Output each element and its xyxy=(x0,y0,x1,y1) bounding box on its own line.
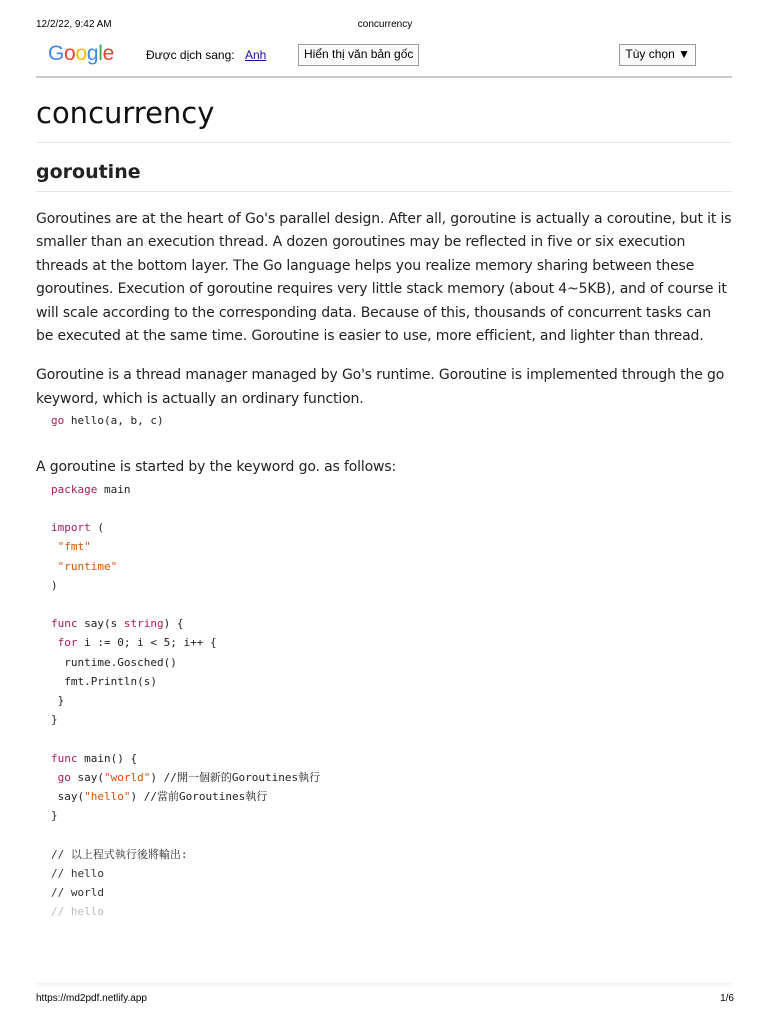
code-comment-cutoff: // hello xyxy=(51,905,104,919)
code-text: runtime.Gosched() xyxy=(64,655,177,669)
code-string: "hello" xyxy=(84,790,131,804)
code-text: ) xyxy=(51,578,58,592)
section-heading-goroutine: goroutine xyxy=(36,161,732,192)
code-text: say( xyxy=(57,790,85,804)
print-datetime: 12/2/22, 9:42 AM xyxy=(36,19,112,30)
show-original-button[interactable]: Hiển thị văn bản gốc xyxy=(298,44,419,66)
translated-to-label: Được dịch sang: xyxy=(146,48,235,62)
page-cut-shadow xyxy=(36,983,732,989)
code-text: ) { xyxy=(163,617,184,631)
code-keyword: func xyxy=(51,751,78,765)
code-text: ) //開一個新的Goroutines執行 xyxy=(150,770,321,784)
code-keyword: string xyxy=(123,617,164,631)
target-language-link[interactable]: Anh xyxy=(245,48,267,62)
code-string: "runtime" xyxy=(57,559,118,573)
code-string: "world" xyxy=(104,770,151,784)
code-text: hello(a, b, c) xyxy=(64,414,164,428)
code-string: "fmt" xyxy=(57,540,91,554)
print-footer xyxy=(36,993,734,1004)
code-text: ( xyxy=(90,521,104,535)
code-text: } xyxy=(57,694,65,708)
code-block-example xyxy=(36,480,732,922)
code-text: fmt.Println(s) xyxy=(64,674,157,688)
code-text: } xyxy=(51,713,58,727)
code-text: } xyxy=(51,809,58,823)
code-text: i := 0; i < 5; i++ { xyxy=(77,636,217,650)
paragraph-runtime: Goroutine is a thread manager managed by Go's runtime. Goroutine is implemented through the go keyword, which is actually an ordinary function. xyxy=(36,367,725,407)
code-keyword: import xyxy=(51,521,91,535)
paragraph-intro: Goroutines are at the heart of Go's parallel design. After all, goroutine is actually a coroutine, but it is smaller than an execution thread. A dozen goroutines may be reflected in five or six execution threads at the bottom layer. The Go language helps you realize memory sharing between these goroutines. Execution of goroutine requires very little stack memory (about 4~5KB), and of course it will scale according to the corresponding data. Because of this, thousands of concurrent tasks can be executed at the same time. Goroutine is easier to use, more efficient, and lighter than thread. xyxy=(36,211,732,345)
code-block-go-call xyxy=(36,411,732,430)
page-title: concurrency xyxy=(36,96,732,143)
google-translate-bar xyxy=(36,40,732,78)
code-keyword: go xyxy=(57,770,71,784)
print-title: concurrency xyxy=(357,19,413,30)
print-page-number: 1/6 xyxy=(720,993,734,1004)
code-text: say( xyxy=(70,770,104,784)
print-header xyxy=(36,19,734,30)
code-text: main xyxy=(97,482,131,496)
code-keyword: go xyxy=(51,414,65,428)
article-content xyxy=(36,96,732,922)
print-url: https://md2pdf.netlify.app xyxy=(36,993,147,1004)
code-text: ) //當前Goroutines執行 xyxy=(130,790,268,804)
code-keyword: package xyxy=(51,482,98,496)
paragraph-example-intro: A goroutine is started by the keyword go. as follows: xyxy=(36,459,397,476)
code-comment: // 以上程式執行後將輸出: xyxy=(51,847,188,861)
code-keyword: for xyxy=(57,636,78,650)
code-keyword: func xyxy=(51,617,78,631)
code-comment: // hello xyxy=(51,866,104,880)
code-text: say(s xyxy=(77,617,124,631)
options-dropdown-button[interactable]: Tùy chọn ▼ xyxy=(619,44,696,66)
google-logo: Google xyxy=(48,42,114,65)
code-comment: // world xyxy=(51,886,104,900)
code-text: main() { xyxy=(77,751,138,765)
